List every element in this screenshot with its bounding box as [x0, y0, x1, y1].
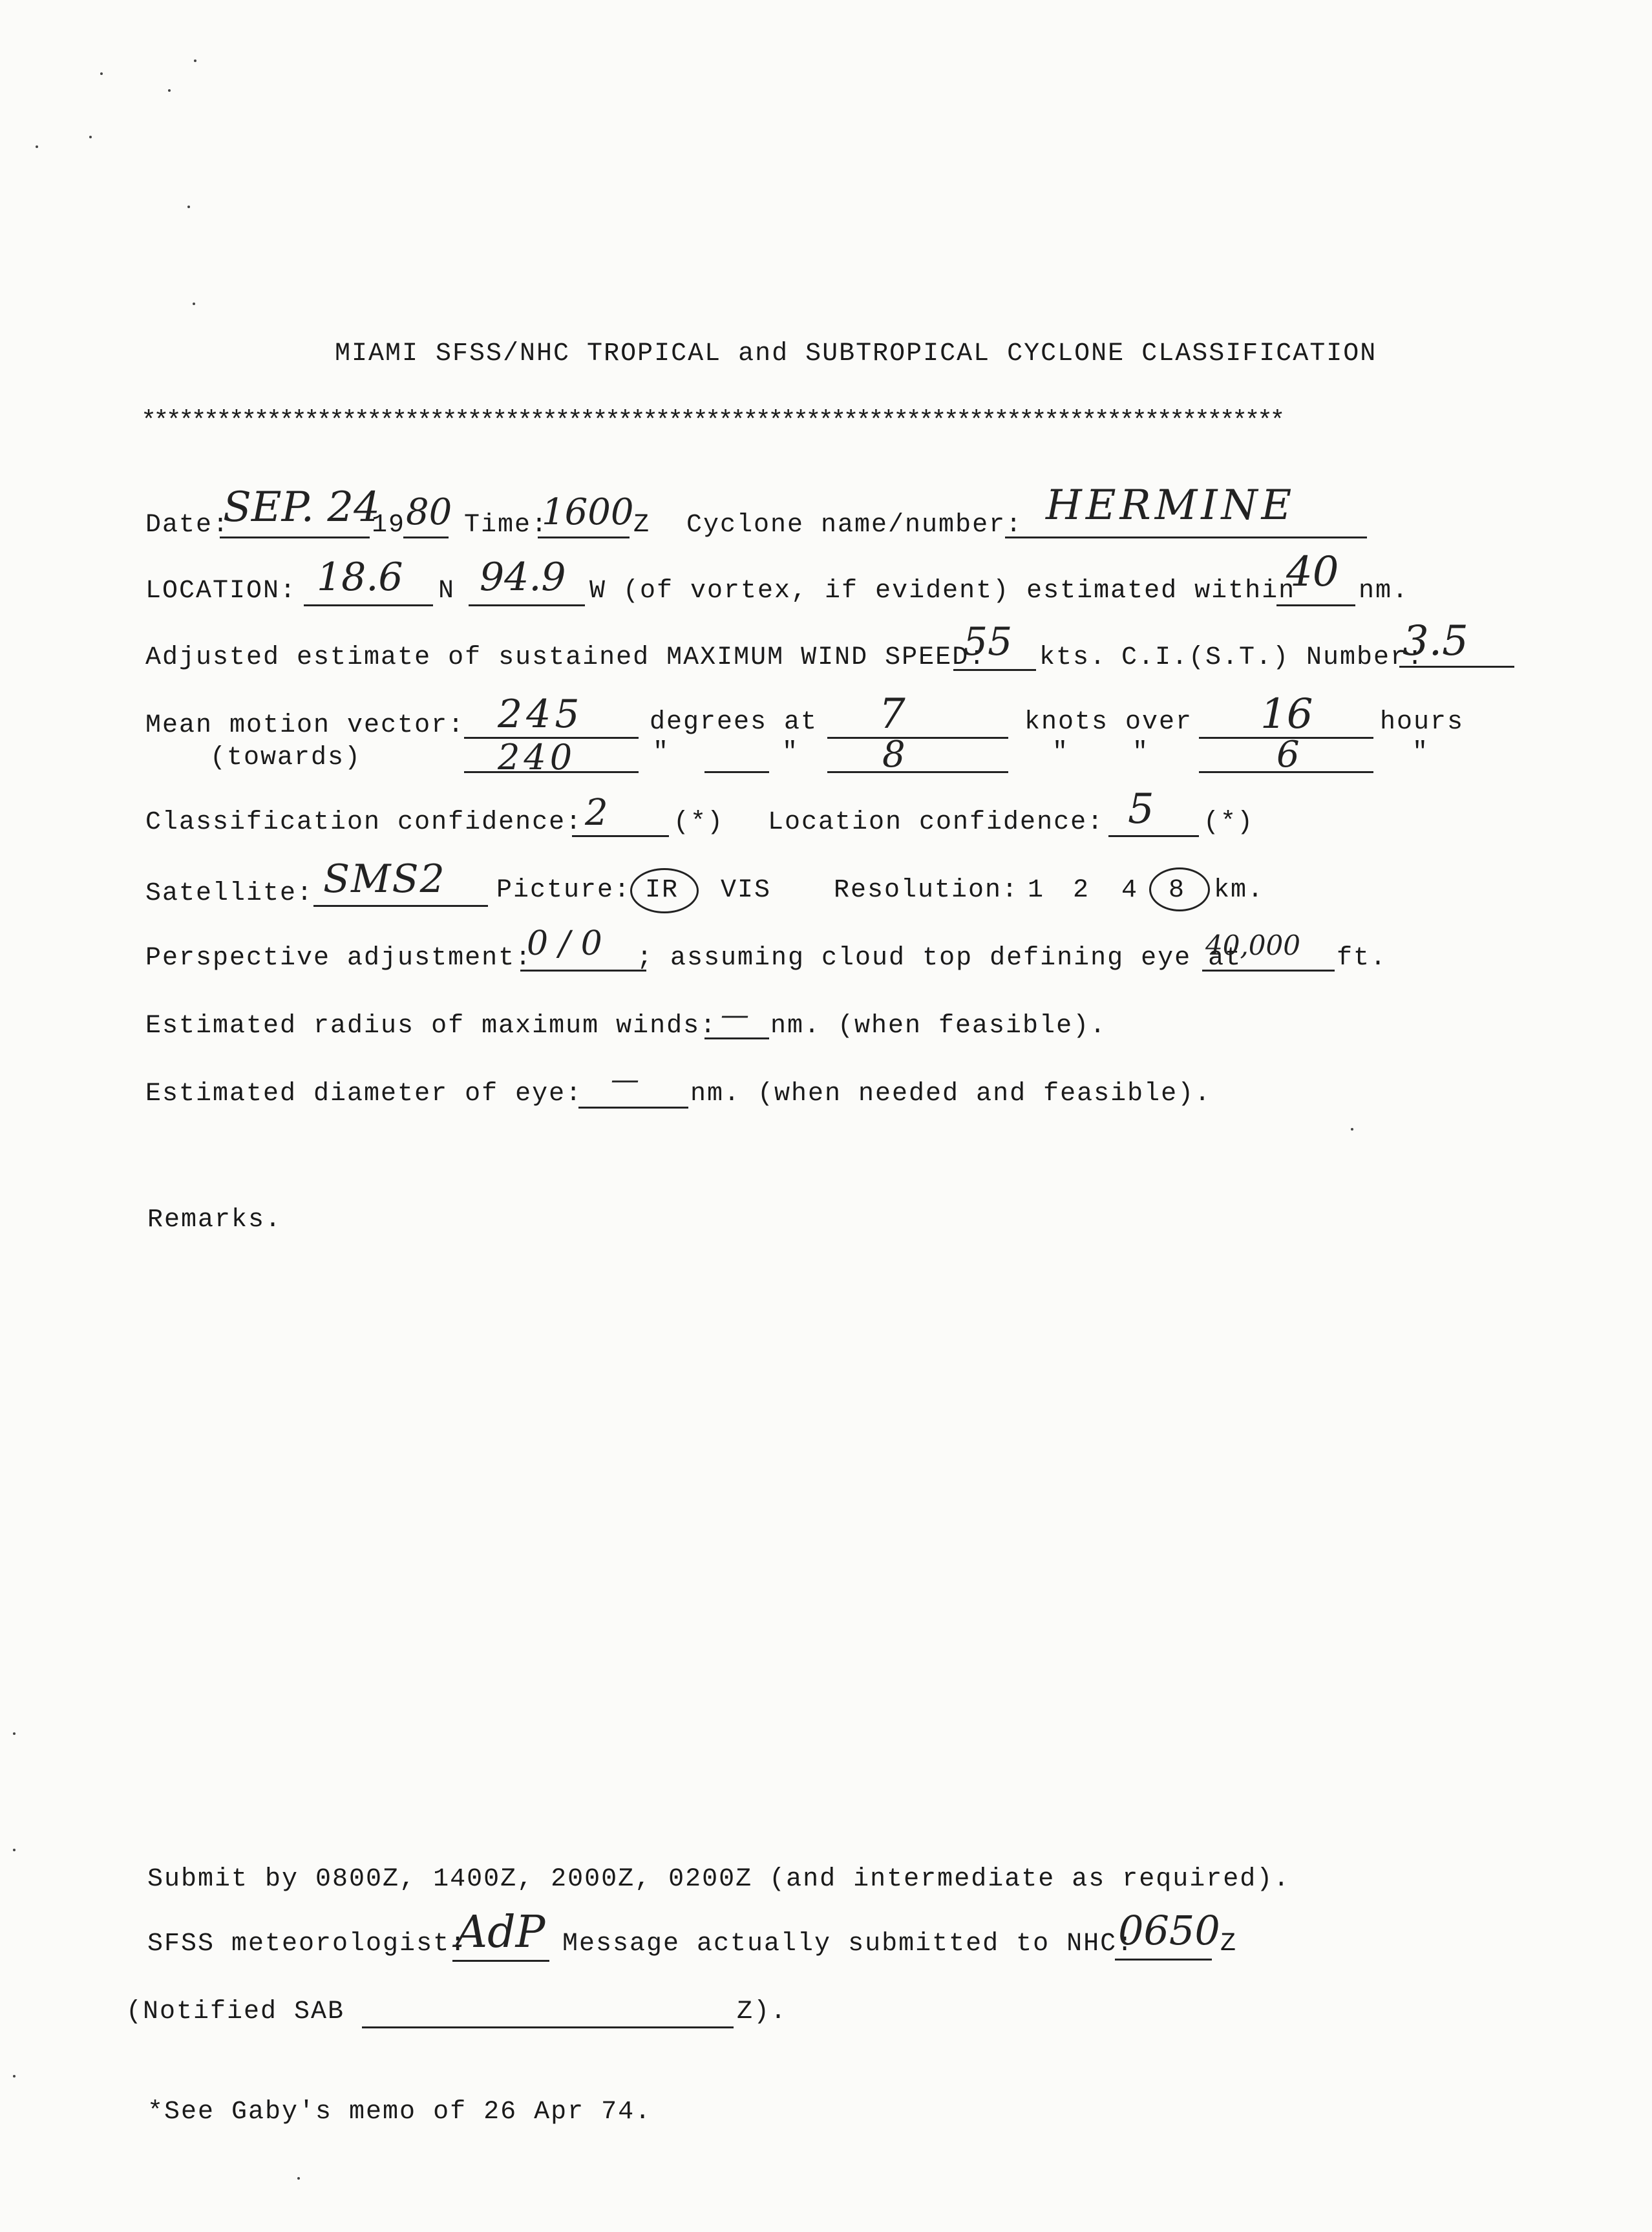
satellite-underline — [313, 905, 488, 907]
ci-underline — [1399, 666, 1514, 668]
within-underline — [1276, 604, 1355, 606]
asterisk-divider: ******************************************************************************************* — [141, 407, 1282, 436]
speck — [100, 72, 103, 75]
diameter-underline — [578, 1107, 688, 1109]
submitted-time-underline — [1115, 1959, 1212, 1961]
date-value[interactable]: SEP. 24 — [223, 484, 380, 531]
km-label: km. — [1214, 876, 1265, 905]
speck — [89, 136, 92, 138]
picture-vis[interactable]: VIS — [721, 876, 772, 905]
cloud-top-underline — [1202, 970, 1335, 972]
loc-conf-value[interactable]: 5 — [1128, 785, 1154, 833]
motion-hours-underline-2 — [1199, 771, 1373, 773]
speck — [13, 1849, 16, 1851]
form-title: MIAMI SFSS/NHC TROPICAL and SUBTROPICAL CYCLONE CLASSIFICATION — [335, 339, 1377, 368]
date-label: Date: — [145, 511, 230, 540]
knots-over-label: knots over — [1024, 708, 1193, 737]
notified-underline — [362, 2026, 734, 2028]
speck — [187, 206, 190, 208]
hours-label: hours — [1380, 708, 1465, 737]
latitude-value[interactable]: 18.6 — [317, 555, 403, 600]
cyclone-underline — [1005, 537, 1367, 538]
picture-label: Picture: — [496, 876, 631, 905]
radius-label: Estimated radius of maximum winds: — [145, 1012, 717, 1041]
ci-number-value[interactable]: 3.5 — [1403, 617, 1468, 665]
year-prefix: 19 — [372, 511, 406, 540]
north-label: N — [438, 577, 456, 606]
class-conf-value[interactable]: 2 — [585, 792, 608, 834]
ditto-underline — [704, 771, 769, 773]
ditto-mark: " — [1052, 738, 1070, 767]
speck — [36, 145, 38, 148]
motion-hours-2[interactable]: 6 — [1276, 734, 1300, 776]
motion-knots-underline-1 — [827, 737, 1008, 739]
radius-value[interactable]: — — [721, 999, 749, 1032]
ditto-mark: " — [782, 738, 800, 767]
resolution-8[interactable]: 8 — [1169, 876, 1186, 905]
kts-label: kts. — [1039, 643, 1107, 672]
class-conf-underline — [572, 835, 669, 837]
motion-degrees-1[interactable]: 245 — [498, 692, 584, 737]
resolution-1[interactable]: 1 — [1028, 876, 1045, 905]
motion-knots-2[interactable]: 8 — [882, 734, 905, 776]
west-label: W (of vortex, if evident) estimated within — [589, 577, 1296, 606]
radius-underline — [704, 1037, 769, 1039]
motion-label: Mean motion vector: — [145, 711, 465, 740]
wind-underline — [953, 669, 1036, 671]
speck — [297, 2177, 300, 2180]
loc-conf-label: Location confidence: — [768, 808, 1105, 837]
year-underline — [403, 537, 449, 538]
resolution-label: Resolution: — [834, 876, 1019, 905]
date-underline — [220, 537, 370, 538]
loc-conf-underline — [1108, 835, 1199, 837]
motion-degrees-2[interactable]: 240 — [498, 737, 577, 778]
time-underline — [538, 537, 630, 538]
speck — [194, 59, 196, 62]
diameter-value[interactable]: — — [611, 1063, 639, 1096]
cloud-top-value[interactable]: 40,000 — [1205, 930, 1300, 961]
year-value[interactable]: 80 — [406, 491, 452, 533]
loc-conf-star: (*) — [1203, 808, 1255, 837]
motion-knots-1[interactable]: 7 — [879, 690, 905, 738]
time-z: Z — [633, 511, 651, 540]
speck — [13, 2075, 16, 2078]
ditto-mark: " — [653, 738, 670, 767]
footnote: *See Gaby's memo of 26 Apr 74. — [147, 2098, 652, 2127]
cyclone-label: Cyclone name/number: — [686, 511, 1023, 540]
time-value[interactable]: 1600 — [542, 491, 634, 533]
radius-tail: nm. (when feasible). — [770, 1012, 1107, 1041]
assuming-label: ; assuming cloud top defining eye at — [637, 944, 1242, 973]
diameter-tail: nm. (when needed and feasible). — [690, 1079, 1212, 1109]
speck — [193, 303, 195, 305]
notified-tail: Z). — [737, 1997, 788, 2026]
resolution-2[interactable]: 2 — [1073, 876, 1090, 905]
towards-label: (towards) — [210, 743, 362, 772]
speck — [168, 89, 171, 92]
wind-speed-value[interactable]: 55 — [963, 619, 1013, 664]
perspective-value[interactable]: 0 / 0 — [527, 924, 602, 963]
nm-label: nm. — [1359, 577, 1410, 606]
ci-label: C.I.(S.T.) Number: — [1121, 643, 1424, 672]
meteorologist-initials[interactable]: AdP — [456, 1907, 545, 1958]
speck — [13, 1732, 16, 1735]
diameter-label: Estimated diameter of eye: — [145, 1079, 583, 1109]
satellite-label: Satellite: — [145, 879, 314, 908]
satellite-value[interactable]: SMS2 — [323, 856, 446, 902]
cyclone-name-value[interactable]: HERMINE — [1046, 482, 1296, 529]
class-conf-star: (*) — [673, 808, 725, 837]
submitted-time-value[interactable]: 0650 — [1118, 1907, 1220, 1954]
ditto-mark: " — [1412, 738, 1430, 767]
perspective-label: Perspective adjustment: — [145, 944, 533, 973]
resolution-4[interactable]: 4 — [1121, 876, 1139, 905]
submitted-z: Z — [1220, 1929, 1238, 1959]
motion-knots-underline-2 — [827, 771, 1008, 773]
ft-label: ft. — [1337, 944, 1388, 973]
wind-label: Adjusted estimate of sustained MAXIMUM WIND SPEED: — [145, 643, 986, 672]
speck — [1351, 1128, 1353, 1131]
meteorologist-underline — [452, 1960, 549, 1962]
time-label: Time: — [464, 511, 549, 540]
message-label: Message actually submitted to NHC: — [562, 1929, 1134, 1959]
latitude-underline — [304, 604, 433, 606]
motion-hours-1[interactable]: 16 — [1260, 690, 1313, 738]
ditto-mark: " — [1132, 738, 1150, 767]
perspective-underline — [520, 970, 646, 972]
notified-label: (Notified SAB — [126, 1997, 345, 2026]
remarks-label: Remarks. — [147, 1206, 282, 1235]
meteorologist-label: SFSS meteorologist: — [147, 1929, 467, 1959]
within-value[interactable]: 40 — [1286, 548, 1339, 596]
submit-instructions: Submit by 0800Z, 1400Z, 2000Z, 0200Z (and intermediate as required). — [147, 1865, 1291, 1894]
location-label: LOCATION: — [145, 577, 297, 606]
longitude-underline — [469, 604, 585, 606]
picture-ir[interactable]: IR — [645, 876, 679, 905]
class-conf-label: Classification confidence: — [145, 808, 583, 837]
longitude-value[interactable]: 94.9 — [480, 555, 566, 600]
motion-degrees-underline-2 — [464, 771, 639, 773]
degrees-at-label: degrees at — [650, 708, 818, 737]
